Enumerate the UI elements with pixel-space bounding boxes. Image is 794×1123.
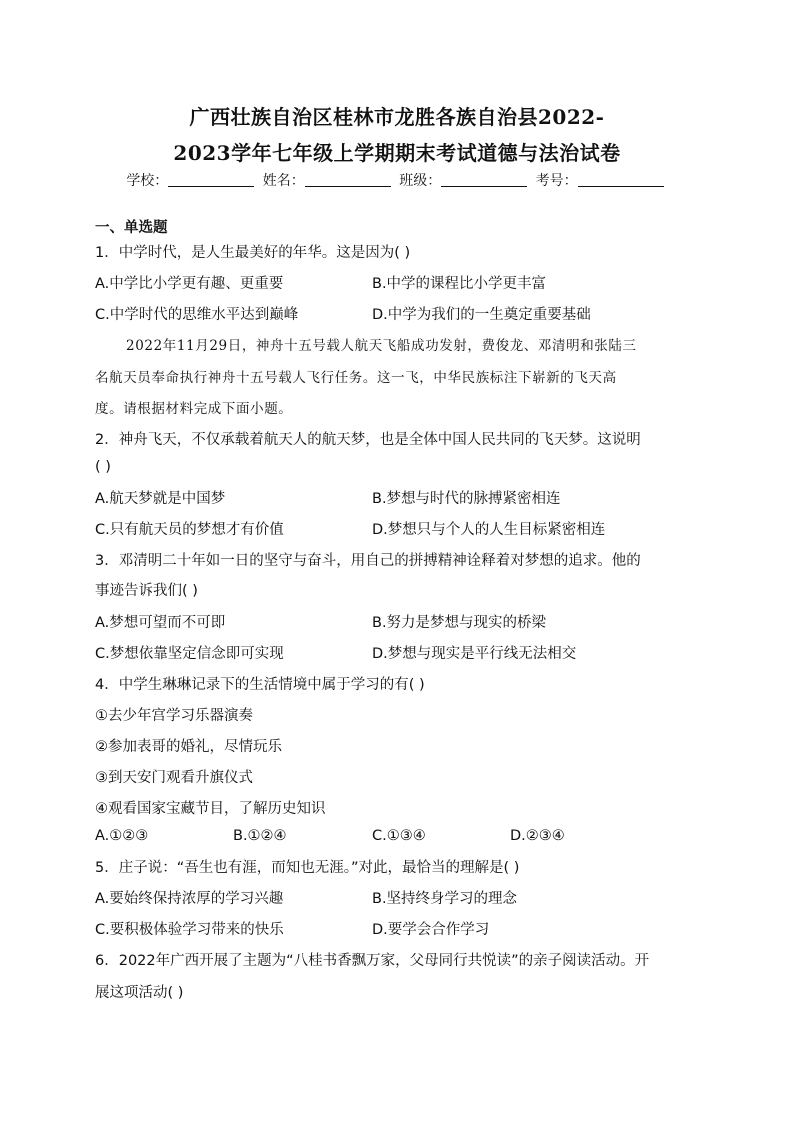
- q4-item-4: ④观看国家宝藏节目，了解历史知识: [95, 801, 326, 817]
- school-blank: [168, 172, 254, 187]
- q5-option-c: C.要积极体验学习带来的快乐: [95, 922, 284, 938]
- q3-option-a: A.梦想可望而不可即: [95, 615, 226, 631]
- q3-option-b: B.努力是梦想与现实的桥梁: [372, 615, 547, 631]
- material-line-2: 名航天员奉命执行神舟十五号载人飞行任务。这一飞，中华民族标注下崭新的飞天高: [95, 370, 617, 386]
- q1-option-b: B.中学的课程比小学更丰富: [372, 276, 547, 292]
- q4-option-d: D.②③④: [510, 828, 565, 844]
- q4-item-2: ②参加表哥的婚礼，尽情玩乐: [95, 739, 282, 755]
- class-label: 班级：: [399, 173, 442, 189]
- q4-option-a: A.①②③: [95, 828, 149, 844]
- q1-option-c: C.中学时代的思维水平达到巅峰: [95, 307, 299, 323]
- class-blank: [441, 172, 527, 187]
- q2-option-c: C.只有航天员的梦想才有价值: [95, 522, 284, 538]
- q2-stem-line-2: ( ): [95, 459, 111, 475]
- q5-option-a: A.要始终保持浓厚的学习兴趣: [95, 891, 284, 907]
- student-info-row: [0, 170, 794, 190]
- q4-option-c: C.①③④: [372, 828, 426, 844]
- exam-no-blank: [578, 172, 664, 187]
- q4-option-b: B.①②④: [233, 828, 287, 844]
- q4-item-3: ③到天安门观看升旗仪式: [95, 770, 253, 786]
- q3-option-c: C.梦想依靠坚定信念即可实现: [95, 646, 284, 662]
- name-label: 姓名：: [262, 173, 305, 189]
- school-label: 学校：: [126, 173, 169, 189]
- q3-stem-line-1: 3．邓清明二十年如一日的坚守与奋斗，用自己的拼搏精神诠释着对梦想的追求。他的: [95, 553, 641, 569]
- q6-stem-line-2: 展这项活动( ): [95, 985, 184, 1001]
- q1-option-d: D.中学为我们的一生奠定重要基础: [372, 307, 591, 323]
- q2-stem-line-1: 2．神舟飞天，不仅承载着航天人的航天梦，也是全体中国人民共同的飞天梦。这说明: [95, 432, 641, 448]
- q1-stem: 1．中学时代，是人生最美好的年华。这是因为( ): [95, 245, 411, 261]
- q2-option-d: D.梦想只与个人的人生目标紧密相连: [372, 522, 606, 538]
- material-line-1: 2022年11月29日，神舟十五号载人航天飞船成功发射，费俊龙、邓清明和张陆三: [126, 338, 637, 354]
- q5-stem: 5．庄子说：“吾生也有涯，而知也无涯。”对此，最恰当的理解是( ): [95, 860, 520, 876]
- name-blank: [305, 172, 391, 187]
- q3-stem-line-2: 事迹告诉我们( ): [95, 583, 198, 599]
- material-line-3: 度。请根据材料完成下面小题。: [95, 401, 293, 417]
- q6-stem-line-1: 6．2022年广西开展了主题为“八桂书香飘万家，父母同行共悦读”的亲子阅读活动。开: [95, 953, 650, 969]
- q4-item-1: ①去少年宫学习乐器演奏: [95, 708, 253, 724]
- exam-no-label: 考号：: [535, 173, 578, 189]
- exam-title-line-1: 广西壮族自治区桂林市龙胜各族自治县2022-: [189, 105, 605, 129]
- exam-title-line-2: 2023学年七年级上学期期末考试道德与法治试卷: [173, 141, 621, 165]
- q3-option-d: D.梦想与现实是平行线无法相交: [372, 646, 577, 662]
- q1-option-a: A.中学比小学更有趣、更重要: [95, 276, 284, 292]
- q4-stem: 4．中学生琳琳记录下的生活情境中属于学习的有( ): [95, 677, 425, 693]
- q2-option-b: B.梦想与时代的脉搏紧密相连: [372, 491, 561, 507]
- q5-option-d: D.要学会合作学习: [372, 922, 490, 938]
- q2-option-a: A.航天梦就是中国梦: [95, 491, 226, 507]
- q5-option-b: B.坚持终身学习的理念: [372, 891, 518, 907]
- section-title: 一、单选题: [95, 220, 168, 236]
